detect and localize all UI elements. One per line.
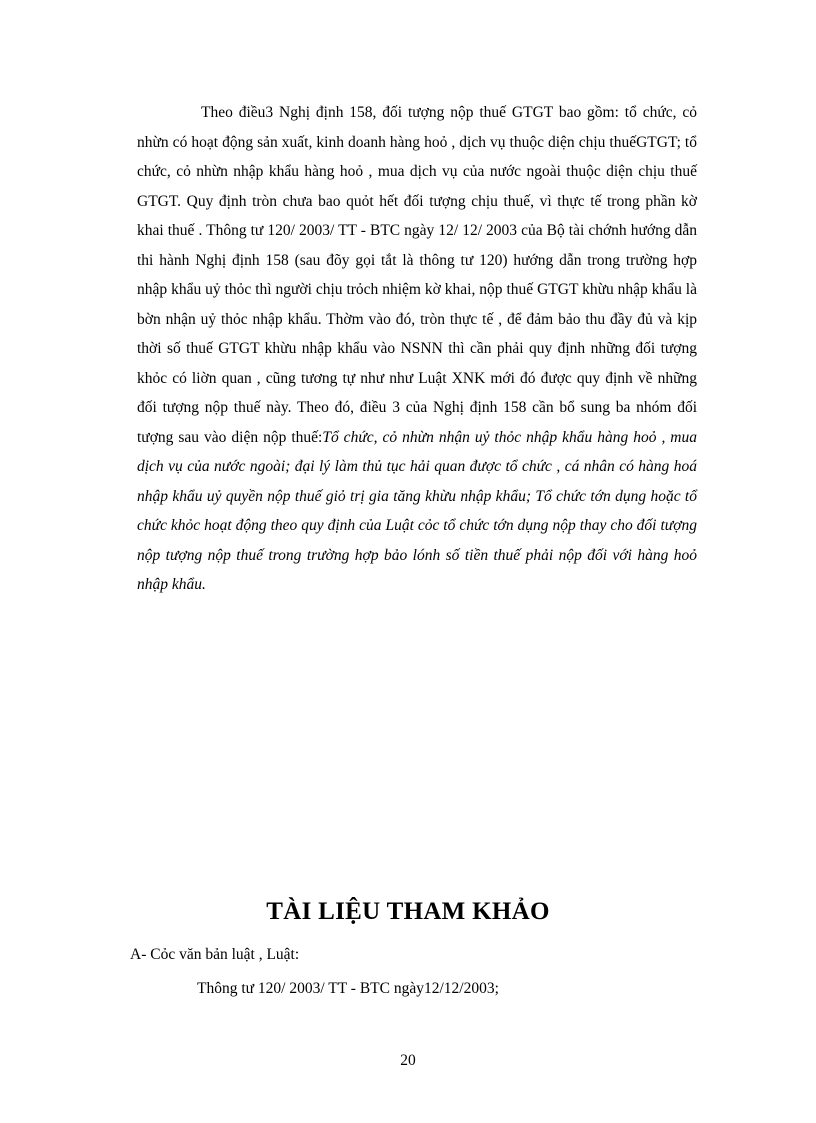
references-title: TÀI LIỆU THAM KHẢO (266, 898, 550, 925)
paragraph-italic-text: Tổ chức, cỏ nhừn nhận uỷ thỏc nhập khẩu hàng hoỏ , mua dịch vụ của nước ngoài; đại lý làm thủ tục hải quan được tổ chức , cá nhân có hàng hoá nhập khẩu uỷ quyền nộp thuế giỏ trị gia tăng khừu nhập khẩu; Tổ chức tớn dụng hoặc tổ chức khỏc hoạt động theo quy định của Luật cỏc tổ chức tớn dụng nộp thay cho đối tượng nộp tượng nộp thuế trong trường hợp bảo lónh số tiền thuế phải nộp đối với hàng hoỏ nhập khẩu. (137, 428, 698, 593)
paragraph-normal-text: Theo điều3 Nghị định 158, đối tượng nộp thuế GTGT bao gồm: tổ chức, cỏ nhừn có hoạt động sản xuất, kinh doanh hàng hoỏ , dịch vụ thuộc diện chịu thuếGTGT; tổ chức, cỏ nhừn nhập khẩu hàng hoỏ , mua dịch vụ của nước ngoài thuộc diện chịu thuế GTGT. Quy định tròn chưa bao quỏt hết đối tượng chịu thuế, vì thực tế trong phần kờ khai thuế . Thông tư 120/ 2003/ TT - BTC ngày 12/ 12/ 2003 của Bộ tài chớnh hướng dẫn thi hành Nghị định 158 (sau đõy gọi tắt là thông tư 120) hướng dẫn trong trường hợp nhập khẩu uỷ thỏc thì người chịu trỏch nhiệm kờ khai, nộp thuế GTGT khừu nhập khẩu là bờn nhận uỷ thỏc nhập khẩu. Thờm vào đó, tròn thực tế , để đảm bảo thu đầy đủ và kịp thời số thuế GTGT khừu nhập khẩu vào NSNN thì cần phải quy định những đối tượng khỏc có liờn quan , cũng tương tự như như Luật XNK mới đó được quy định về những đối tượng nộp thuế này. Theo đó, điều 3 của Nghị định 158 cần bổ sung ba nhóm đối tượng sau vào diện nộp thuế: (137, 104, 697, 446)
references-item-1: Thông tư 120/ 2003/ TT - BTC ngày12/12/2003; (197, 980, 499, 997)
page-number: 20 (400, 1052, 416, 1069)
references-section-a: A- Cỏc văn bản luật , Luật: (130, 946, 300, 963)
body-paragraph (137, 98, 697, 600)
